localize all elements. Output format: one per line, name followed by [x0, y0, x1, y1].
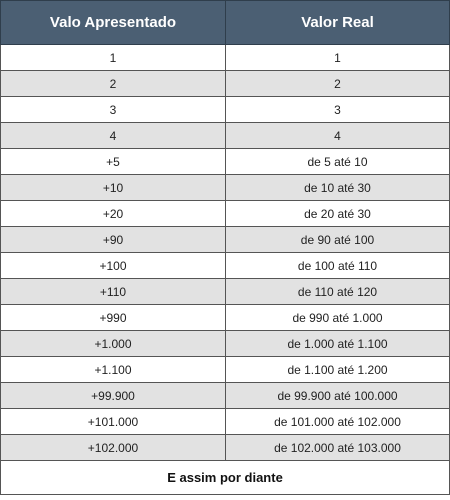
cell-real-value: de 5 até 10 [226, 149, 450, 175]
cell-real-value: de 99.900 até 100.000 [226, 383, 450, 409]
cell-real-value: de 10 até 30 [226, 175, 450, 201]
header-real-value: Valor Real [226, 1, 450, 45]
cell-real-value: de 20 até 30 [226, 201, 450, 227]
cell-presented-value: +20 [1, 201, 226, 227]
cell-presented-value: +110 [1, 279, 226, 305]
table-row [1, 149, 450, 175]
cell-real-value: de 100 até 110 [226, 253, 450, 279]
table-row [1, 331, 450, 357]
cell-presented-value: +1.000 [1, 331, 226, 357]
header-presented-value: Valo Apresentado [1, 1, 226, 45]
cell-real-value: de 110 até 120 [226, 279, 450, 305]
cell-presented-value: +101.000 [1, 409, 226, 435]
table-row [1, 305, 450, 331]
table-row [1, 357, 450, 383]
table-row [1, 201, 450, 227]
table-header-row [1, 1, 450, 45]
table-footer-note: E assim por diante [1, 461, 450, 495]
cell-presented-value: 4 [1, 123, 226, 149]
cell-presented-value: 1 [1, 45, 226, 71]
cell-presented-value: +102.000 [1, 435, 226, 461]
table-row [1, 435, 450, 461]
cell-presented-value: +100 [1, 253, 226, 279]
cell-presented-value: +1.100 [1, 357, 226, 383]
cell-real-value: de 990 até 1.000 [226, 305, 450, 331]
cell-real-value: de 1.100 até 1.200 [226, 357, 450, 383]
cell-real-value: de 90 até 100 [226, 227, 450, 253]
table-row [1, 279, 450, 305]
table-body [1, 45, 450, 461]
cell-presented-value: +5 [1, 149, 226, 175]
table-row [1, 71, 450, 97]
table-row [1, 253, 450, 279]
table-row [1, 123, 450, 149]
cell-real-value: 3 [226, 97, 450, 123]
cell-real-value: 4 [226, 123, 450, 149]
cell-real-value: de 101.000 até 102.000 [226, 409, 450, 435]
cell-presented-value: +99.900 [1, 383, 226, 409]
cell-real-value: de 1.000 até 1.100 [226, 331, 450, 357]
cell-presented-value: +10 [1, 175, 226, 201]
cell-real-value: 1 [226, 45, 450, 71]
cell-real-value: de 102.000 até 103.000 [226, 435, 450, 461]
cell-presented-value: 2 [1, 71, 226, 97]
table-row [1, 45, 450, 71]
table-footer-row [1, 461, 450, 495]
table-row [1, 97, 450, 123]
table-row [1, 383, 450, 409]
table-row [1, 175, 450, 201]
table-row [1, 409, 450, 435]
cell-presented-value: 3 [1, 97, 226, 123]
cell-real-value: 2 [226, 71, 450, 97]
table-row [1, 227, 450, 253]
cell-presented-value: +90 [1, 227, 226, 253]
cell-presented-value: +990 [1, 305, 226, 331]
